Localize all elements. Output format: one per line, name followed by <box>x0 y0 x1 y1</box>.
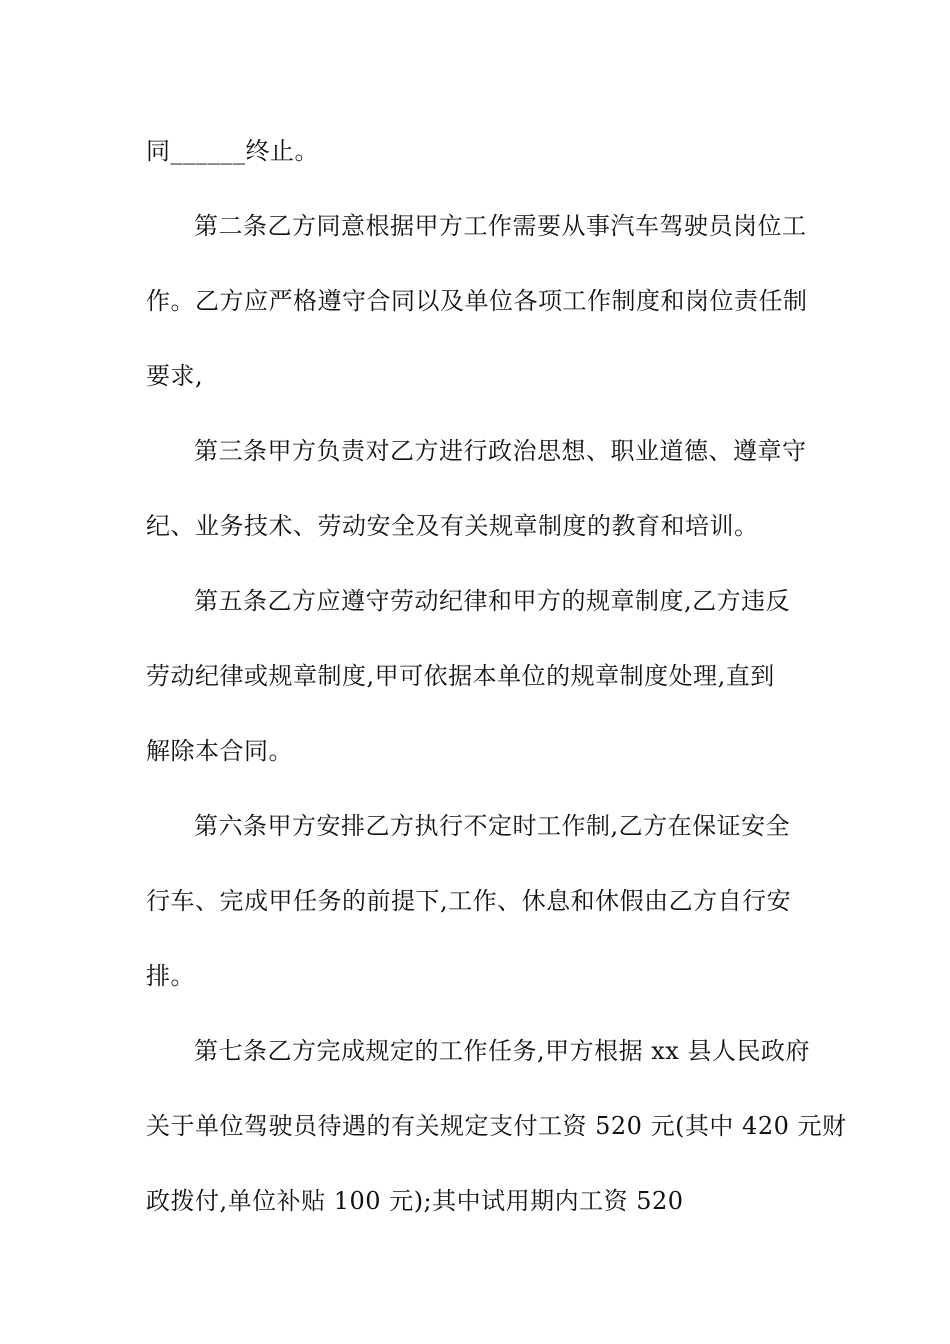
paragraph-article-3: 第三条甲方负责对乙方进行政治思想、职业道德、遵章守 <box>194 437 807 465</box>
text-line: 作。乙方应严格遵守合同以及单位各项工作制度和岗位责任制 <box>146 287 808 315</box>
text-line: 排。 <box>146 962 195 990</box>
paragraph-article-2: 第二条乙方同意根据甲方工作需要从事汽车驾驶员岗位工 <box>194 212 807 240</box>
text-line: 劳动纪律或规章制度,甲可依据本单位的规章制度处理,直到 <box>146 662 775 690</box>
paragraph-article-5: 第五条乙方应遵守劳动纪律和甲方的规章制度,乙方违反 <box>194 587 791 615</box>
text-line: 行车、完成甲任务的前提下,工作、休息和休假由乙方自行安 <box>146 887 792 915</box>
text-line: 纪、业务技术、劳动安全及有关规章制度的教育和培训。 <box>146 512 759 540</box>
text-line: 要求, <box>146 362 204 390</box>
paragraph-article-6: 第六条甲方安排乙方执行不定时工作制,乙方在保证安全 <box>194 812 791 840</box>
text-line: 同______终止。 <box>146 137 319 165</box>
text-line: 解除本合同。 <box>146 737 293 765</box>
paragraph-article-7: 第七条乙方完成规定的工作任务,甲方根据 xx 县人民政府 <box>194 1037 810 1065</box>
text-line: 关于单位驾驶员待遇的有关规定支付工资 520 元(其中 420 元财 <box>146 1112 847 1140</box>
text-line: 政拨付,单位补贴 100 元);其中试用期内工资 520 <box>146 1187 684 1215</box>
